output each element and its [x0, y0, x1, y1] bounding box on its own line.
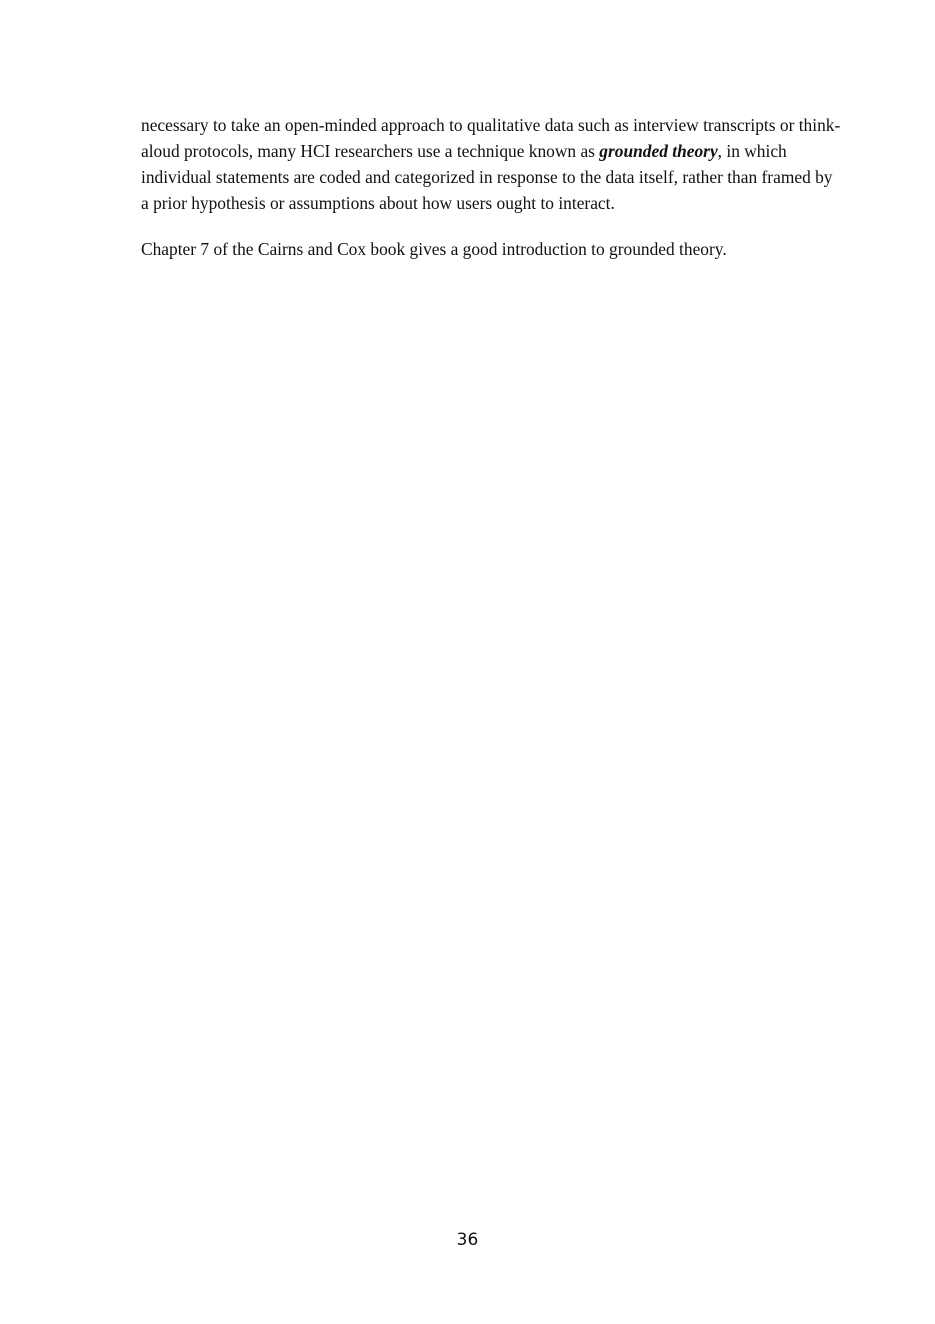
- paragraph-text-after: , in which individual statements are coded and categorized in response to the data itself, rather than framed by a prior hypothesis or assumptions about how users ought to interact.: [141, 141, 833, 213]
- paragraph-text-before: necessary to take an open-minded approach to qualitative data such as interview transcripts or think-aloud protocols, many HCI researchers use a technique known as: [141, 115, 841, 161]
- page-number: 36: [456, 1230, 479, 1250]
- paragraph-grounded-theory: [141, 112, 841, 216]
- body-text: [141, 112, 841, 262]
- paragraph-reference: Chapter 7 of the Cairns and Cox book gives a good introduction to grounded theory.: [141, 239, 727, 259]
- emphasized-term: grounded theory: [599, 141, 718, 161]
